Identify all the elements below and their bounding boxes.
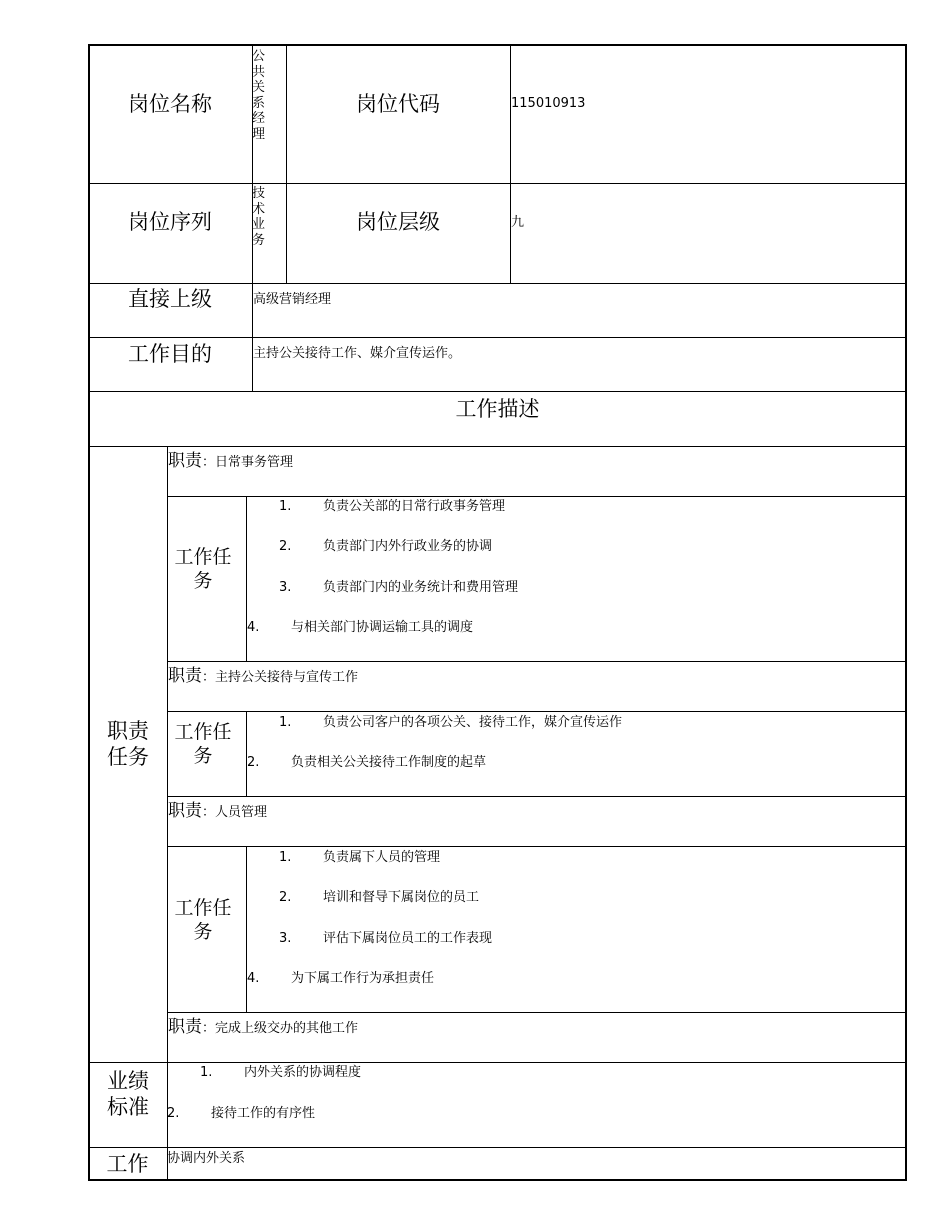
task-item: 1. 负责公司客户的各项公关、接待工作，媒介宣传运作 xyxy=(279,715,623,730)
position-code-value: 115010913 xyxy=(511,96,586,111)
task-item: 4. 为下属工作行为承担责任 xyxy=(247,971,435,986)
task-item: 2. 培训和督导下属岗位的员工 xyxy=(279,890,480,905)
duty-title: ：主持公关接待与宣传工作 xyxy=(202,670,359,685)
purpose-label: 工作目的 xyxy=(128,342,212,366)
position-name-label: 岗位名称 xyxy=(128,92,212,116)
duty-title: ：人员管理 xyxy=(202,805,268,820)
description-title: 工作描述 xyxy=(455,397,540,421)
task-item: 1. 负责属下人员的管理 xyxy=(279,850,441,865)
sequence-value: 技术业务 xyxy=(252,186,266,248)
duty-heading xyxy=(168,666,358,688)
superior-value: 高级营销经理 xyxy=(253,292,332,307)
sequence-label: 岗位序列 xyxy=(128,210,212,234)
task-item: 3. 评估下属岗位员工的工作表现 xyxy=(279,931,493,946)
tasks-label: 工作任务 xyxy=(174,897,232,943)
duty-prefix: 职责 xyxy=(168,451,202,471)
task-item: 3. 负责部门内的业务统计和费用管理 xyxy=(279,580,519,595)
duty-heading xyxy=(168,1017,358,1039)
duty-prefix: 职责 xyxy=(168,801,202,821)
level-value: 九 xyxy=(511,215,525,230)
performance-item: 1. 内外关系的协调程度 xyxy=(200,1065,362,1080)
superior-label: 直接上级 xyxy=(128,287,212,311)
task-item: 4. 与相关部门协调运输工具的调度 xyxy=(247,620,474,635)
duty-heading xyxy=(168,451,293,473)
position-name-value: 公共关系经理 xyxy=(252,49,266,142)
duty-prefix: 职责 xyxy=(168,1017,202,1037)
duty-title: ：完成上级交办的其他工作 xyxy=(202,1021,359,1036)
duty-heading xyxy=(168,801,267,823)
task-item: 2. 负责部门内外行政业务的协调 xyxy=(279,539,493,554)
performance-item: 2. 接待工作的有序性 xyxy=(167,1106,316,1121)
task-item: 1. 负责公关部的日常行政事务管理 xyxy=(279,499,506,514)
duties-label: 职责任务 xyxy=(107,719,149,769)
tasks-label: 工作任务 xyxy=(174,546,232,592)
performance-label: 业绩标准 xyxy=(107,1069,149,1119)
tasks-label: 工作任务 xyxy=(174,721,232,767)
duty-prefix: 职责 xyxy=(168,666,202,686)
level-label: 岗位层级 xyxy=(356,210,440,234)
purpose-value: 主持公关接待工作、媒介宣传运作。 xyxy=(253,346,462,361)
work-relations-label: 工作 xyxy=(106,1152,149,1176)
work-relations-value: 协调内外关系 xyxy=(167,1151,246,1166)
duty-title: ：日常事务管理 xyxy=(202,455,294,470)
position-code-label: 岗位代码 xyxy=(356,92,440,116)
task-item: 2. 负责相关公关接待工作制度的起草 xyxy=(247,755,487,770)
